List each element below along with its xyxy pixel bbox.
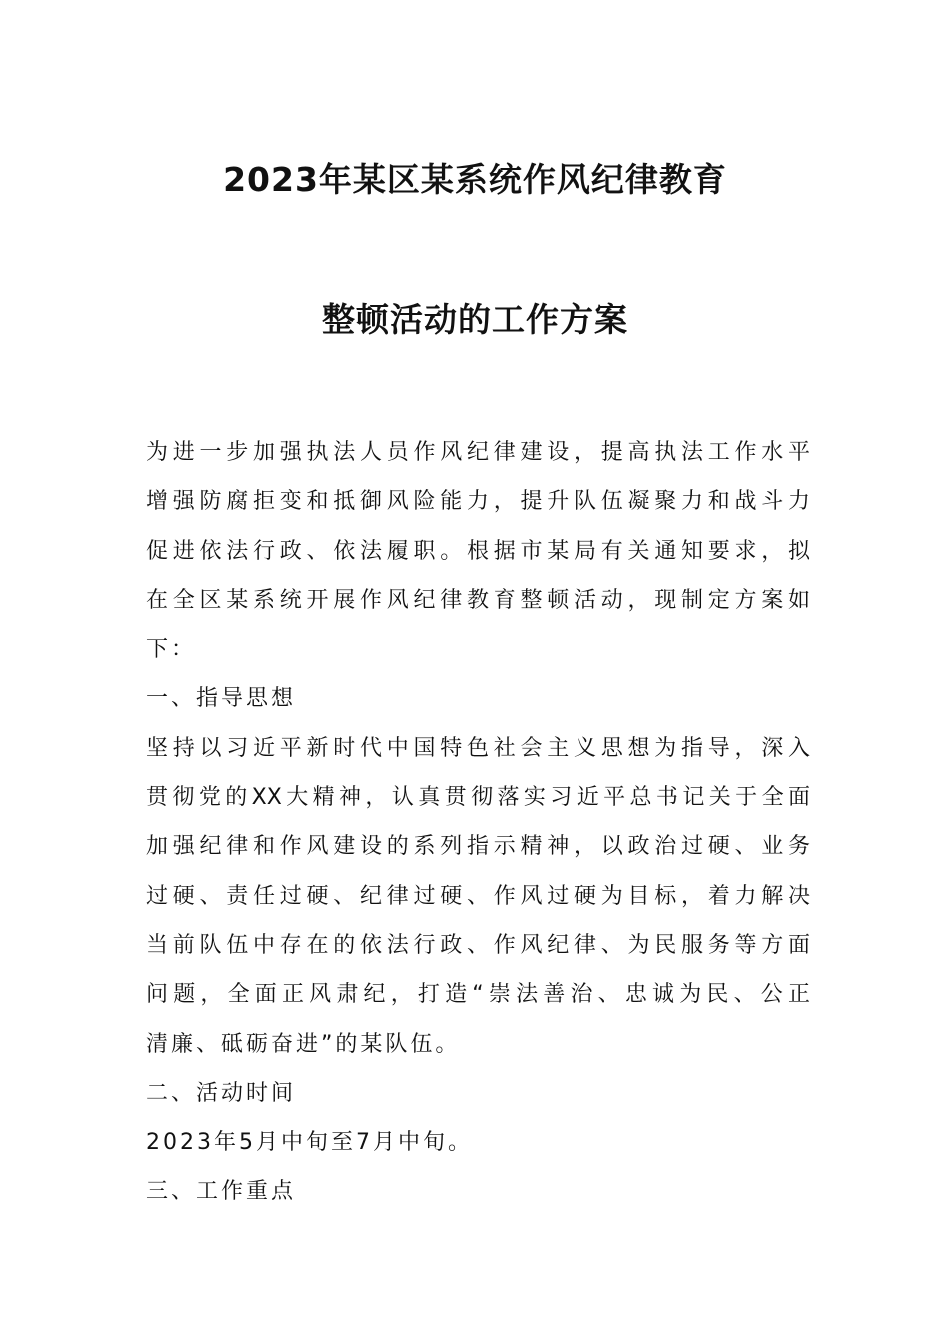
section-1-paragraph-line: 问题，全面正风肃纪，打造“崇法善治、忠诚为民、公正 (146, 982, 810, 1008)
section-1-heading: 一、指导思想 (146, 686, 297, 712)
section-1-paragraph-line: 当前队伍中存在的依法行政、作风纪律、为民服务等方面 (146, 932, 810, 958)
document-title-line-1: 2023年某区某系统作风纪律教育 (223, 160, 727, 199)
intro-paragraph-line: 下： (146, 637, 197, 663)
intro-paragraph-line: 在全区某系统开展作风纪律教育整顿活动，现制定方案如 (146, 587, 810, 613)
section-1-paragraph-line: 清廉、砥砺奋进”的某队伍。 (146, 1031, 461, 1057)
section-3-heading: 三、工作重点 (146, 1179, 297, 1205)
section-1-paragraph-line: 贯彻党的XX大精神，认真贯彻落实习近平总书记关于全面 (146, 785, 810, 811)
intro-paragraph-line: 增强防腐拒变和抵御风险能力，提升队伍凝聚力和战斗力 (146, 489, 810, 515)
section-1-paragraph-line: 过硬、责任过硬、纪律过硬、作风过硬为目标，着力解决 (146, 883, 810, 909)
section-1-paragraph-line: 加强纪律和作风建设的系列指示精神，以政治过硬、业务 (146, 834, 810, 860)
document-title-line-2: 整顿活动的工作方案 (322, 300, 628, 339)
document-body (146, 428, 810, 1217)
intro-paragraph-line: 为进一步加强执法人员作风纪律建设，提高执法工作水平 (146, 440, 810, 465)
section-2-heading: 二、活动时间 (146, 1080, 297, 1106)
section-1-paragraph-line: 坚持以习近平新时代中国特色社会主义思想为指导，深入 (146, 735, 810, 761)
intro-paragraph-line: 促进依法行政、依法履职。根据市某局有关通知要求，拟 (146, 538, 810, 564)
section-2-text: 2023年5月中旬至7月中旬。 (146, 1130, 473, 1156)
